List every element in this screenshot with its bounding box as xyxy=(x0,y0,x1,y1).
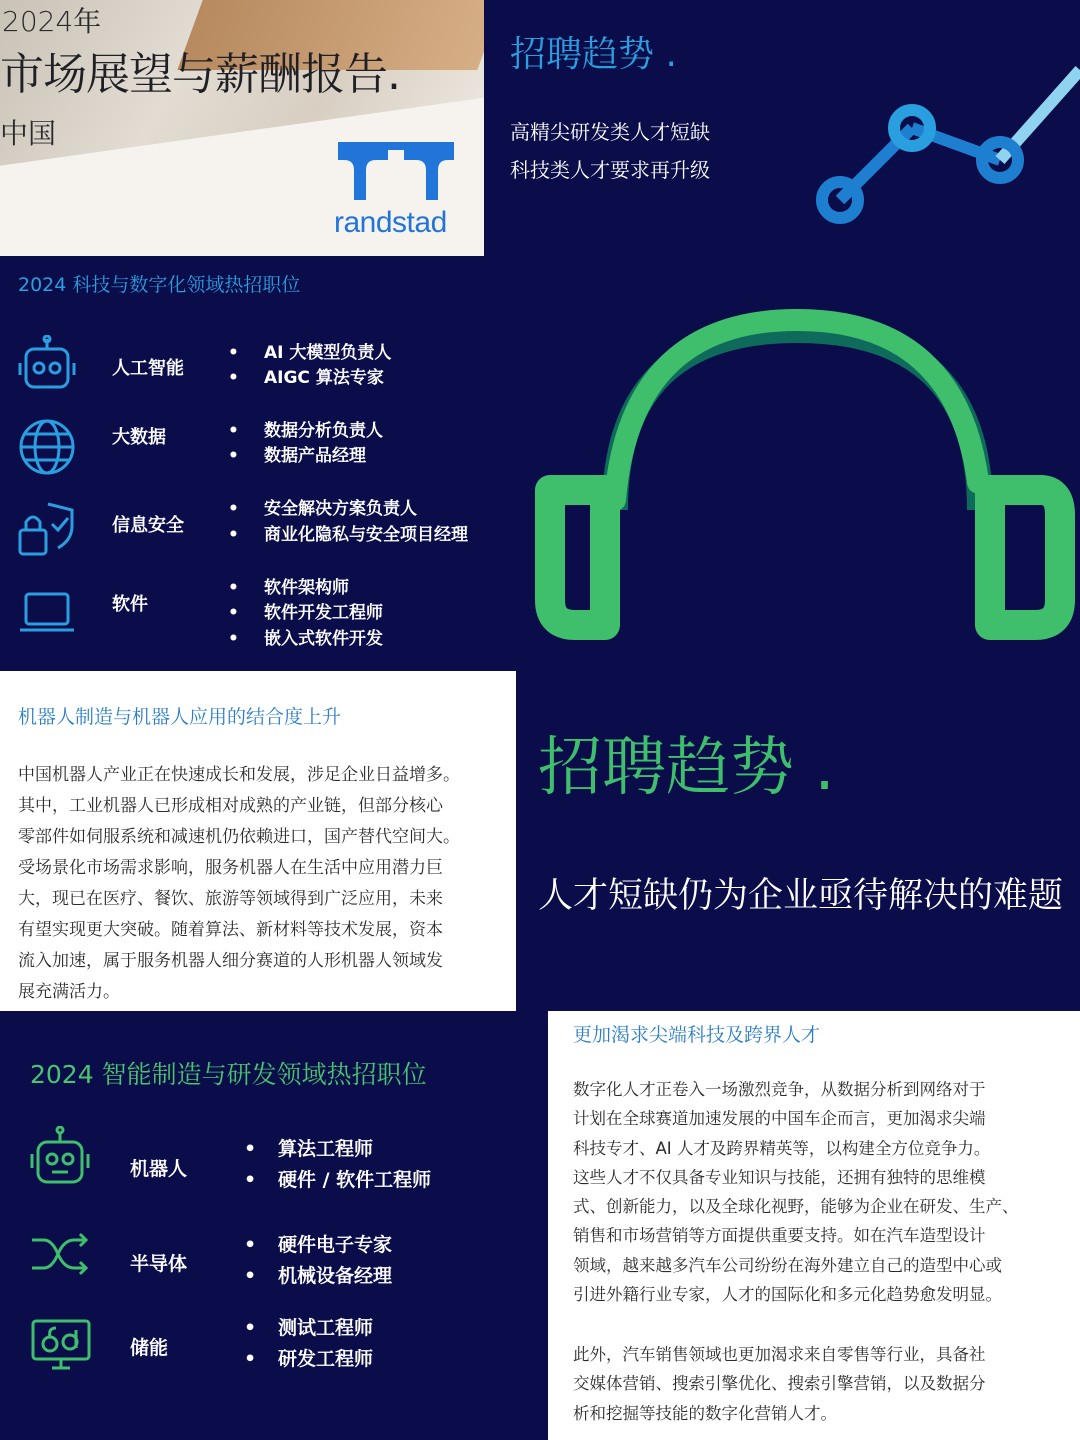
panel-left-body xyxy=(18,760,508,1008)
para-line: 零部件如伺服系统和减速机仍依赖进口，国产替代空间大。 xyxy=(18,827,460,847)
panel-right-body-1 xyxy=(573,1075,1073,1309)
job-item: • 嵌入式软件开发 xyxy=(228,629,383,649)
trend-heading-big: 招聘趋势 . xyxy=(538,731,835,805)
job-item: • 软件架构师 xyxy=(228,578,349,598)
job-item: • 商业化隐私与安全项目经理 xyxy=(228,525,468,545)
trend-subtitle-big: 人才短缺仍为企业亟待解决的难题 xyxy=(538,876,1064,916)
cover-title: 市场展望与薪酬报告. xyxy=(0,49,400,100)
cover-year: 2024年 xyxy=(2,5,102,38)
para-line: 中国机器人产业正在快速成长和发展，涉足企业日益增多。 xyxy=(18,765,460,785)
row-label-security: 信息安全 xyxy=(112,515,184,536)
para-line: 这些人才不仅具备专业知识与技能，还拥有独特的思维模 xyxy=(573,1167,986,1187)
para-line: 科技专才、AI 人才及跨界精英等，以构建全方位竞争力。 xyxy=(573,1138,991,1158)
row2-label-storage: 储能 xyxy=(130,1337,169,1359)
row2-label-semiconductor: 半导体 xyxy=(130,1253,188,1275)
para-line: 此外，汽车销售领域也更加渴求来自零售等行业，具备社 xyxy=(573,1345,986,1364)
brand-wordmark: randstad xyxy=(334,206,447,239)
panel-right-body-2 xyxy=(573,1340,1073,1428)
trend-graph-icon xyxy=(800,40,1080,240)
job-item: • AI 大模型负责人 xyxy=(228,343,392,363)
battery-display-icon xyxy=(30,1318,92,1372)
section1-title: 2024 科技与数字化领域热招职位 xyxy=(18,274,301,296)
job-item: • 硬件 / 软件工程师 xyxy=(244,1169,432,1191)
job-item: • 软件开发工程师 xyxy=(228,603,383,623)
job-item: • 硬件电子专家 xyxy=(244,1234,393,1256)
job-item: • 研发工程师 xyxy=(244,1348,374,1370)
trend-line-1: 高精尖研发类人才短缺 xyxy=(510,120,710,144)
globe-icon xyxy=(18,418,76,476)
para-line: 计划在全球赛道加速发展的中国车企而言，更加渴求尖端 xyxy=(573,1109,986,1129)
shuffle-icon xyxy=(30,1232,90,1276)
job-item: • 数据分析负责人 xyxy=(228,421,383,441)
headphones-icon xyxy=(520,300,1075,650)
job-item: • 测试工程师 xyxy=(244,1317,374,1339)
cover-region: 中国 xyxy=(0,117,57,150)
para-line: 析和挖掘等技能的数字化营销人才。 xyxy=(573,1403,837,1423)
para-line: 领域，越来越多汽车公司纷纷在海外建立自己的造型中心或 xyxy=(573,1255,1002,1275)
job-item: • 数据产品经理 xyxy=(228,446,366,466)
para-line: 式、创新能力，以及全球化视野，能够为企业在研发、生产、 xyxy=(573,1197,1019,1217)
row-label-ai: 人工智能 xyxy=(112,358,184,379)
para-line: 销售和市场营销等方面提供重要支持。如在汽车造型设计 xyxy=(573,1226,986,1246)
para-line: 数字化人才正卷入一场激烈竞争，从数据分析到网络对于 xyxy=(573,1080,986,1099)
lock-shield-icon xyxy=(18,500,76,558)
para-line: 流入加速，属于服务机器人细分赛道的人形机器人领域发 xyxy=(18,951,443,971)
row2-label-robot: 机器人 xyxy=(130,1158,188,1180)
job-item: • AIGC 算法专家 xyxy=(228,368,384,388)
para-line: 受场景化市场需求影响，服务机器人在生活中应用潜力巨 xyxy=(18,858,443,878)
job-item: • 算法工程师 xyxy=(244,1138,374,1160)
laptop-icon xyxy=(18,584,76,642)
row-label-bigdata: 大数据 xyxy=(112,427,166,448)
job-item: • 安全解决方案负责人 xyxy=(228,499,417,519)
trend-heading-top: 招聘趋势 . xyxy=(510,34,677,75)
robot-icon xyxy=(18,335,76,393)
robot-head-icon xyxy=(30,1126,90,1188)
para-line: 引进外籍行业专家，人才的国际化和多元化趋势愈发明显。 xyxy=(573,1285,1002,1305)
para-line: 交媒体营销、搜索引擎优化、搜索引擎营销，以及数据分 xyxy=(573,1374,986,1394)
section2-title: 2024 智能制造与研发领域热招职位 xyxy=(30,1060,427,1089)
para-line: 其中，工业机器人已形成相对成熟的产业链，但部分核心 xyxy=(18,796,443,816)
para-line: 展充满活力。 xyxy=(18,982,120,1002)
randstad-logo-icon xyxy=(336,140,456,202)
row-label-software: 软件 xyxy=(112,594,148,615)
para-line: 有望实现更大突破。随着算法、新材料等技术发展，资本 xyxy=(18,920,443,940)
trend-line-2: 科技类人才要求再升级 xyxy=(510,158,710,182)
job-item: • 机械设备经理 xyxy=(244,1265,393,1287)
para-line: 大，现已在医疗、餐饮、旅游等领域得到广泛应用，未来 xyxy=(18,889,443,909)
panel-left-title: 机器人制造与机器人应用的结合度上升 xyxy=(18,706,342,728)
panel-right-title: 更加渴求尖端科技及跨界人才 xyxy=(573,1024,821,1046)
